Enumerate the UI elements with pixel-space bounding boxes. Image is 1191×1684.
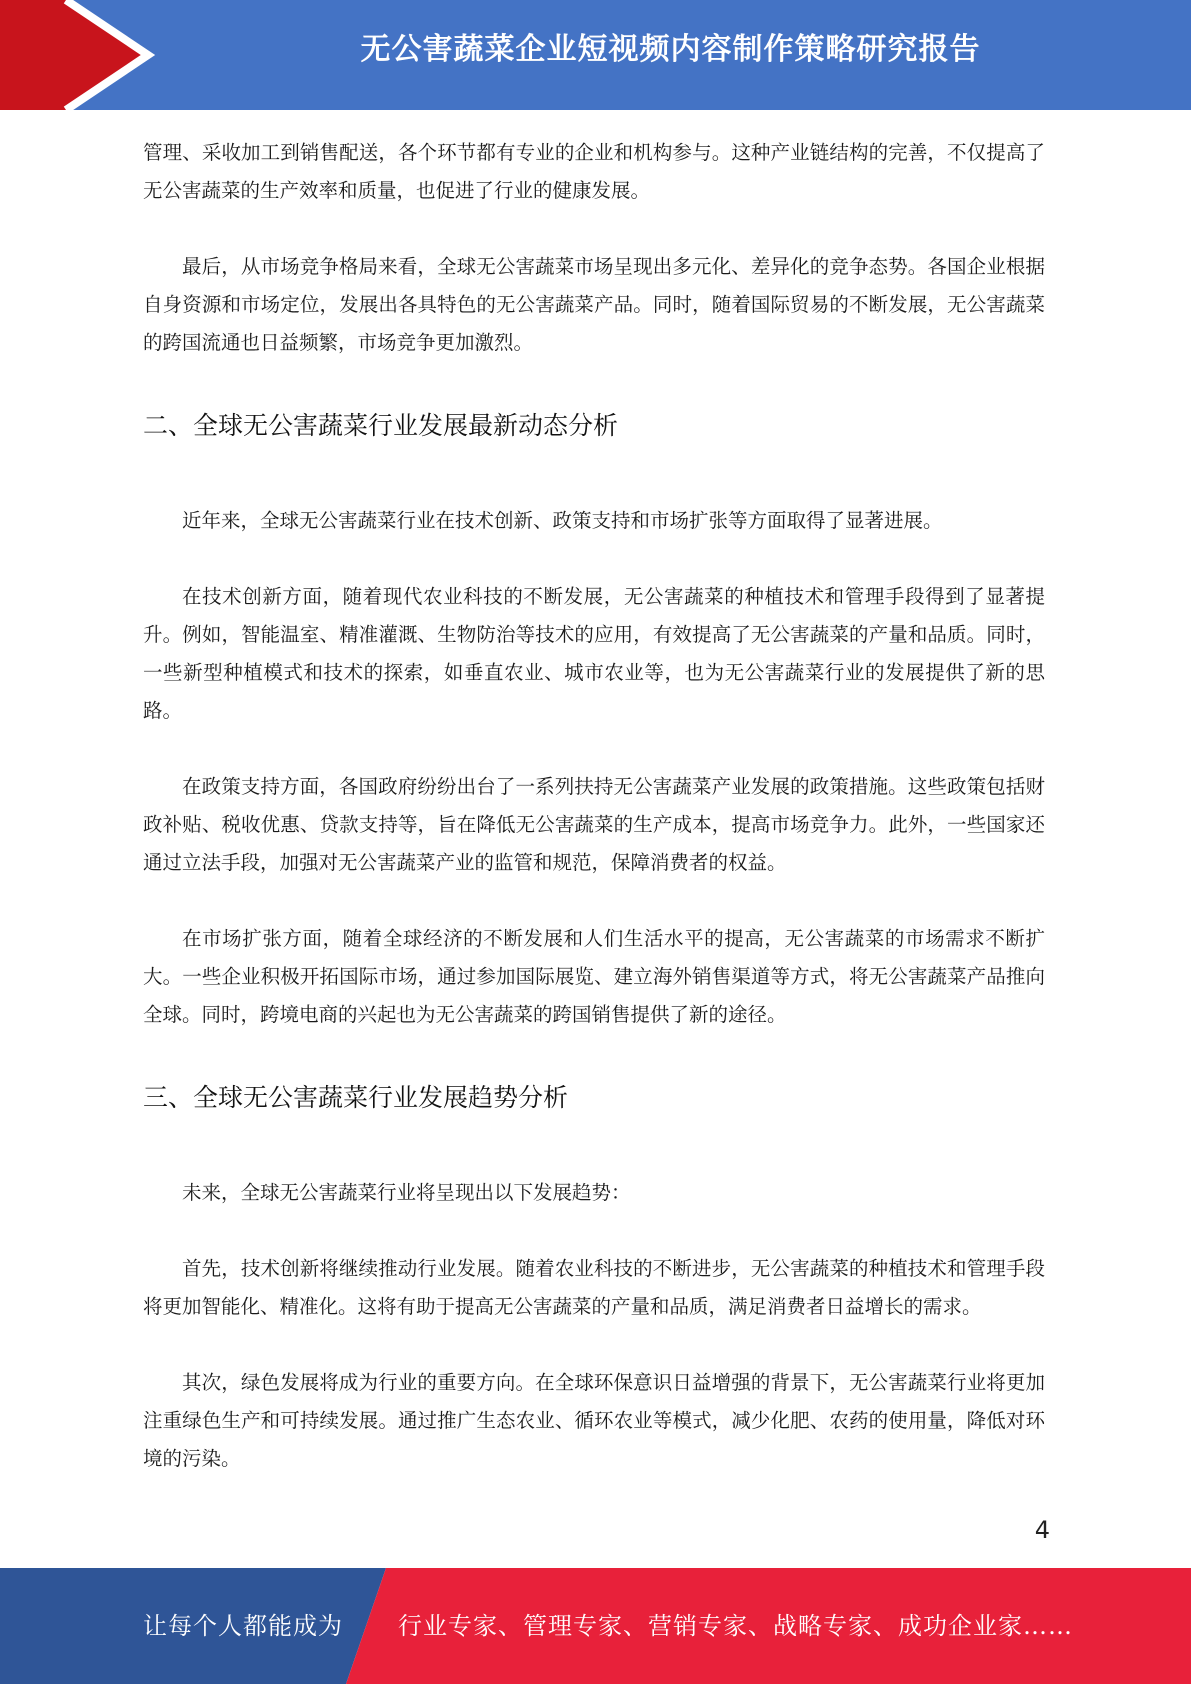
body-paragraph: 在技术创新方面，随着现代农业科技的不断发展，无公害蔬菜的种植技术和管理手段得到了显著提升。例如，智能温室、精准灌溉、生物防治等技术的应用，有效提高了无公害蔬菜的产量和品质。同时，一些新型种植模式和技术的探索，如垂直农业、城市农业等，也为无公害蔬菜行业的发展提供了新的思路。 [143, 585, 1045, 722]
body-paragraph: 未来，全球无公害蔬菜行业将呈现出以下发展趋势： [182, 1181, 631, 1204]
section-heading: 二、全球无公害蔬菜行业发展最新动态分析 [143, 411, 619, 440]
body-paragraph: 最后，从市场竞争格局来看，全球无公害蔬菜市场呈现出多元化、差异化的竞争态势。各国企业根据自身资源和市场定位，发展出各具特色的无公害蔬菜产品。同时，随着国际贸易的不断发展，无公害蔬菜的跨国流通也日益频繁，市场竞争更加激烈。 [143, 255, 1045, 354]
page-footer [0, 1568, 1191, 1684]
body-paragraph: 其次，绿色发展将成为行业的重要方向。在全球环保意识日益增强的背景下，无公害蔬菜行业将更加注重绿色生产和可持续发展。通过推广生态农业、循环农业等模式，减少化肥、农药的使用量，降低对环境的污染。 [143, 1371, 1045, 1470]
body-paragraph: 首先，技术创新将继续推动行业发展。随着农业科技的不断进步，无公害蔬菜的种植技术和管理手段将更加智能化、精准化。这将有助于提高无公害蔬菜的产量和品质，满足消费者日益增长的需求。 [143, 1257, 1045, 1318]
page-header [0, 0, 1191, 110]
footer-slogan-right: 行业专家、管理专家、营销专家、战略专家、成功企业家…… [398, 1612, 1073, 1640]
footer-slogan-left: 让每个人都能成为 [143, 1612, 343, 1640]
page-number: 4 [1034, 1516, 1050, 1544]
section-heading: 三、全球无公害蔬菜行业发展趋势分析 [143, 1083, 569, 1112]
document-body [143, 134, 1045, 1478]
body-paragraph: 在政策支持方面，各国政府纷纷出台了一系列扶持无公害蔬菜产业发展的政策措施。这些政策包括财政补贴、税收优惠、贷款支持等，旨在降低无公害蔬菜的生产成本，提高市场竞争力。此外，一些国家还通过立法手段，加强对无公害蔬菜产业的监管和规范，保障消费者的权益。 [143, 775, 1045, 874]
document-title: 无公害蔬菜企业短视频内容制作策略研究报告 [360, 32, 981, 67]
red-chevron-shape [0, 0, 148, 110]
body-paragraph: 在市场扩张方面，随着全球经济的不断发展和人们生活水平的提高，无公害蔬菜的市场需求不断扩大。一些企业积极开拓国际市场，通过参加国际展览、建立海外销售渠道等方式，将无公害蔬菜产品推向全球。同时，跨境电商的兴起也为无公害蔬菜的跨国销售提供了新的途径。 [143, 927, 1045, 1026]
body-paragraph: 管理、采收加工到销售配送，各个环节都有专业的企业和机构参与。这种产业链结构的完善，不仅提高了无公害蔬菜的生产效率和质量，也促进了行业的健康发展。 [143, 141, 1045, 202]
body-paragraph: 近年来，全球无公害蔬菜行业在技术创新、政策支持和市场扩张等方面取得了显著进展。 [182, 509, 943, 532]
